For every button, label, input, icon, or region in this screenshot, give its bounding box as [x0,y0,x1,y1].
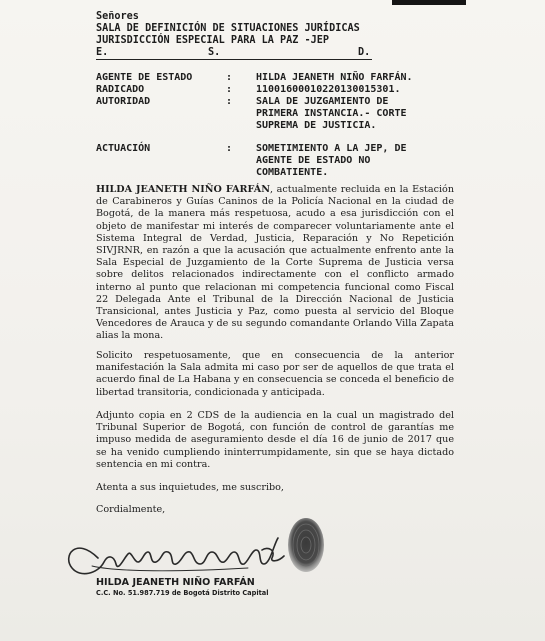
paragraph-request-text: , actualmente recluida en la Estación de Carabineros y Guías Caninos de la Policía Nacional en la ciudad de Bogotá, de la manera más respetuosa, acudo a esa jurisdicción con el objeto de manifestar mi interés de comparecer voluntariamente ante el Sistema Integral de Verdad, Justicia, Reparación y No Repetición SIVJRNR, en razón a que la acusación que actualmente enfrento ante la Sala Especial de Juzgamiento de la Corte Suprema de Justicia versa sobre delitos relacionados indirectamente con el conflicto armado interno al punto que relacionan mi competencia funcional como Fiscal 22 Delegada Ante el Tribunal de la Dirección Nacional de Justicia Transicional, antes Justicia y Paz, como puesta al servicio del Bloque Vencedores de Arauca y de su segundo comandante Orlando Villa Zapata alias la mona. [96,184,455,342]
header-label: AGENTE DE ESTADO [96,72,193,83]
case-header-table [96,72,436,179]
header-value: SALA DE JUZGAMIENTO DE PRIMERA INSTANCIA.- CORTE SUPREMA DE JUSTICIA. [256,96,407,131]
signer-name: HILDA JEANETH NIÑO FARFÁN [96,577,255,588]
header-colon: : [226,84,233,95]
signer-id: C.C. No. 51.987.719 de Bogotá Distrito Capital [96,589,269,597]
header-row-autoridad [96,96,436,132]
header-value: 11001600010220130015301. [256,84,401,95]
header-row-actuacion [96,143,436,179]
addressee-block [96,11,456,60]
fingerprint-mark [285,515,327,575]
header-value: HILDA JEANETH NIÑO FARFÁN. [256,72,413,83]
addressee-s: S. [208,47,221,58]
header-colon: : [226,96,233,107]
header-label: RADICADO [96,84,145,95]
addressee-d: D. [358,47,371,58]
addressee-e: E. [96,47,109,58]
paragraph-request [96,184,454,343]
requester-name: HILDA JEANETH NIÑO FARFÁN [96,184,270,195]
header-label: AUTORIDAD [96,96,151,107]
header-value: SOMETIMIENTO A LA JEP, DE AGENTE DE ESTADO NO COMBATIENTE. [256,143,407,178]
addressee-chamber: SALA DE DEFINICIÓN DE SITUACIONES JURÍDICAS [96,23,360,34]
addressee-salutation: Señores [96,11,139,22]
addressee-jurisdiction: JURISDICCIÓN ESPECIAL PARA LA PAZ -JEP [96,35,330,46]
paragraph-attachment: Adjunto copia en 2 CDS de la audiencia en la cual un magistrado del Tribunal Superior de Bogotá, con función de control de garantías me impuso medida de aseguramiento desde el día 16 de junio de 2017 que se ha venido cumpliendo ininterrumpidamente, sin que se haya dictado sentencia en mi contra. [96,410,454,470]
header-row-radicado [96,84,436,96]
header-colon: : [226,143,233,154]
header-row-agente [96,72,436,84]
paragraph-closing: Atenta a sus inquietudes, me suscribo, [96,482,284,493]
paragraph-petition: Solicito respetuosamente, que en consecuencia de la anterior manifestación la Sala admita mi caso por ser de aquellos de que trata el acuerdo final de La Habana y en consecuencia se conceda el beneficio de libertad transitoria, condicionada y anticipada. [96,350,454,398]
header-label: ACTUACIÓN [96,143,151,154]
valediction: Cordialmente, [96,504,166,515]
header-colon: : [226,72,233,83]
addressee-esd-line [96,47,372,60]
scan-edge-mark [392,0,466,5]
handwritten-signature [58,522,308,584]
